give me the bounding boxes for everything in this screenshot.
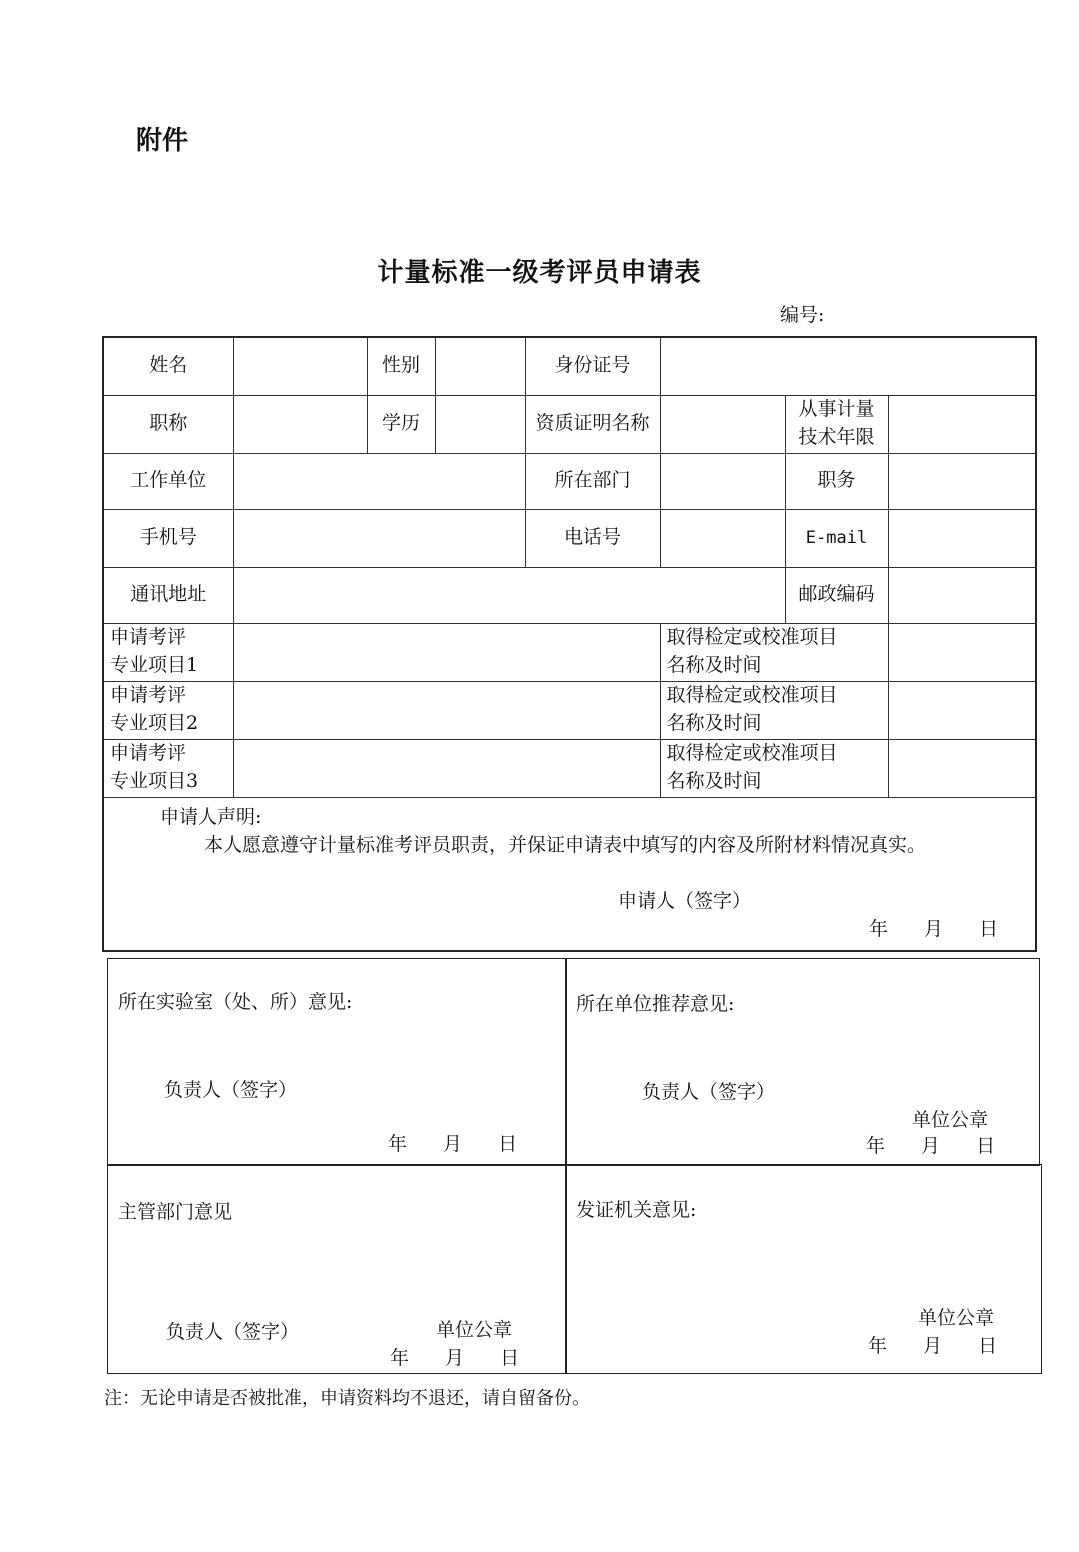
application-form-table — [102, 336, 1037, 952]
project-2-label — [103, 681, 233, 739]
id-number-label: 身份证号 — [525, 337, 660, 395]
education-field[interactable] — [435, 395, 525, 453]
years-label-line1: 从事计量 — [798, 398, 875, 421]
name-label: 姓名 — [103, 337, 233, 395]
project-3-cert-field[interactable] — [888, 739, 1036, 797]
department-label: 所在部门 — [525, 453, 660, 509]
employer-field[interactable] — [233, 453, 525, 509]
dept-seal-label: 单位公章 — [436, 1319, 513, 1341]
phone-field[interactable] — [660, 509, 785, 567]
years-field[interactable] — [888, 395, 1036, 453]
row-project-2 — [103, 681, 1036, 739]
name-field[interactable] — [233, 337, 367, 395]
email-label: E-mail — [785, 509, 888, 567]
issuer-seal-label: 单位公章 — [918, 1307, 995, 1329]
form-title: 计量标准一级考评员申请表 — [377, 258, 702, 288]
email-field[interactable] — [888, 509, 1036, 567]
serial-number-label: 编号: — [780, 304, 825, 326]
row-project-3 — [103, 739, 1036, 797]
project-2-field[interactable] — [233, 681, 660, 739]
gender-label: 性别 — [367, 337, 435, 395]
dept-opinion-heading: 主管部门意见 — [118, 1201, 233, 1223]
project-3-label-line1: 申请考评 — [110, 742, 187, 765]
lab-opinion-heading: 所在实验室（处、所）意见: — [118, 991, 353, 1013]
mobile-label: 手机号 — [103, 509, 233, 567]
project-3-label — [103, 739, 233, 797]
id-number-field[interactable] — [660, 337, 1036, 395]
dept-opinion-date: 年 月 日 — [390, 1347, 520, 1369]
lab-opinion-date: 年 月 日 — [388, 1133, 518, 1155]
applicant-signature-label: 申请人（签字） — [618, 889, 752, 912]
statement-date: 年 月 日 — [869, 917, 999, 940]
project-1-field[interactable] — [233, 623, 660, 681]
project-1-cert-label — [660, 623, 888, 681]
unit-opinion-heading: 所在单位推荐意见: — [576, 993, 735, 1015]
employer-label: 工作单位 — [103, 453, 233, 509]
education-label: 学历 — [367, 395, 435, 453]
project-2-cert-label — [660, 681, 888, 739]
project-3-cert-label — [660, 739, 888, 797]
statement-body: 本人愿意遵守计量标准考评员职责，并保证申请表中填写的内容及所附材料情况真实。 — [204, 833, 927, 856]
mobile-field[interactable] — [233, 509, 525, 567]
row-personal-2 — [103, 395, 1036, 453]
project-1-cert-line1: 取得检定或校准项目 — [666, 626, 838, 649]
postcode-field[interactable] — [888, 567, 1036, 623]
department-field[interactable] — [660, 453, 785, 509]
issuer-opinion-box — [565, 1164, 1042, 1374]
project-2-cert-line2: 名称及时间 — [666, 712, 762, 734]
unit-seal-label: 单位公章 — [912, 1109, 989, 1131]
dept-opinion-box — [107, 1164, 567, 1374]
phone-label: 电话号 — [525, 509, 660, 567]
row-address — [103, 567, 1036, 623]
project-1-label-line2: 专业项目1 — [110, 654, 199, 676]
attachment-label: 附件 — [136, 126, 189, 156]
project-3-cert-line2: 名称及时间 — [666, 770, 762, 792]
row-contact — [103, 509, 1036, 567]
years-label — [785, 395, 888, 453]
dept-signature-label: 负责人（签字） — [166, 1321, 300, 1343]
applicant-statement — [103, 797, 1036, 951]
gender-field[interactable] — [435, 337, 525, 395]
row-statement — [103, 797, 1036, 951]
project-3-field[interactable] — [233, 739, 660, 797]
statement-heading: 申请人声明: — [160, 805, 262, 828]
project-1-cert-line2: 名称及时间 — [666, 654, 762, 676]
footnote: 注：无论申请是否被批准，申请资料均不退还，请自留备份。 — [104, 1388, 590, 1409]
project-1-label — [103, 623, 233, 681]
position-label: 职务 — [785, 453, 888, 509]
qualification-name-label: 资质证明名称 — [525, 395, 660, 453]
project-2-cert-field[interactable] — [888, 681, 1036, 739]
years-label-line2: 技术年限 — [798, 426, 875, 448]
job-title-label: 职称 — [103, 395, 233, 453]
address-label: 通讯地址 — [103, 567, 233, 623]
issuer-opinion-heading: 发证机关意见: — [576, 1199, 697, 1221]
row-project-1 — [103, 623, 1036, 681]
position-field[interactable] — [888, 453, 1036, 509]
issuer-opinion-date: 年 月 日 — [868, 1335, 998, 1357]
project-2-label-line1: 申请考评 — [110, 684, 187, 707]
project-3-cert-line1: 取得检定或校准项目 — [666, 742, 838, 765]
address-field[interactable] — [233, 567, 785, 623]
project-2-label-line2: 专业项目2 — [110, 712, 199, 734]
qualification-name-field[interactable] — [660, 395, 785, 453]
job-title-field[interactable] — [233, 395, 367, 453]
project-2-cert-line1: 取得检定或校准项目 — [666, 684, 838, 707]
lab-signature-label: 负责人（签字） — [164, 1079, 298, 1101]
unit-opinion-box — [565, 958, 1040, 1166]
row-personal-1 — [103, 337, 1036, 395]
lab-opinion-box — [107, 958, 567, 1166]
unit-signature-label: 负责人（签字） — [642, 1081, 776, 1103]
project-1-cert-field[interactable] — [888, 623, 1036, 681]
postcode-label: 邮政编码 — [785, 567, 888, 623]
unit-opinion-date: 年 月 日 — [866, 1135, 996, 1157]
project-3-label-line2: 专业项目3 — [110, 770, 199, 792]
row-employer — [103, 453, 1036, 509]
project-1-label-line1: 申请考评 — [110, 626, 187, 649]
